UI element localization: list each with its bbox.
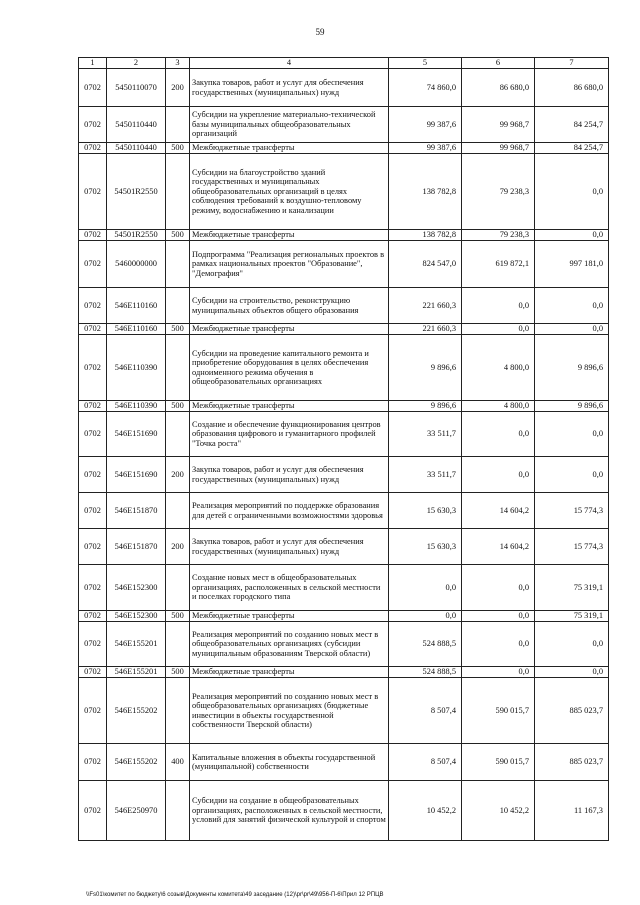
target-code-cell: 546E151870	[107, 529, 166, 565]
amount-year3-cell: 0,0	[535, 154, 609, 230]
amount-year2-cell: 619 872,1	[462, 241, 535, 288]
expense-type-cell	[166, 154, 190, 230]
section-cell: 0702	[79, 611, 107, 622]
col-header: 4	[190, 58, 389, 69]
expense-type-cell: 500	[166, 401, 190, 412]
table-row	[79, 143, 609, 154]
section-cell: 0702	[79, 288, 107, 324]
amount-year2-cell: 0,0	[462, 622, 535, 667]
amount-year1-cell: 824 547,0	[389, 241, 462, 288]
expense-type-cell	[166, 288, 190, 324]
amount-year3-cell: 11 167,3	[535, 781, 609, 841]
section-cell: 0702	[79, 457, 107, 493]
target-code-cell: 546E151870	[107, 493, 166, 529]
table-row	[79, 154, 609, 230]
section-cell: 0702	[79, 241, 107, 288]
amount-year1-cell: 8 507,4	[389, 744, 462, 781]
amount-year1-cell: 99 387,6	[389, 143, 462, 154]
amount-year1-cell: 99 387,6	[389, 107, 462, 143]
expense-type-cell: 500	[166, 143, 190, 154]
expense-type-cell: 200	[166, 69, 190, 107]
expense-type-cell	[166, 107, 190, 143]
expense-type-cell	[166, 678, 190, 744]
amount-year2-cell: 0,0	[462, 288, 535, 324]
table-row	[79, 781, 609, 841]
section-cell: 0702	[79, 107, 107, 143]
amount-year2-cell: 79 238,3	[462, 154, 535, 230]
description-cell: Субсидии на строительство, реконструкцию муниципальных объектов общего образования	[190, 288, 389, 324]
expense-type-cell: 500	[166, 230, 190, 241]
col-header: 3	[166, 58, 190, 69]
description-cell: Закупка товаров, работ и услуг для обеспечения государственных (муниципальных) нужд	[190, 69, 389, 107]
col-header: 7	[535, 58, 609, 69]
description-cell: Подпрограмма "Реализация региональных проектов в рамках национальных проектов "Образование", "Демография"	[190, 241, 389, 288]
amount-year3-cell: 84 254,7	[535, 143, 609, 154]
table-row	[79, 529, 609, 565]
description-cell: Межбюджетные трансферты	[190, 143, 389, 154]
amount-year3-cell: 15 774,3	[535, 529, 609, 565]
amount-year2-cell: 0,0	[462, 457, 535, 493]
amount-year3-cell: 75 319,1	[535, 611, 609, 622]
amount-year2-cell: 14 604,2	[462, 493, 535, 529]
expense-type-cell	[166, 493, 190, 529]
description-cell: Реализация мероприятий по созданию новых мест в общеобразовательных организациях (субсидии муниципальным образованиям Тверской области)	[190, 622, 389, 667]
description-cell: Реализация мероприятий по поддержке образования для детей с ограниченными возможностями здоровья	[190, 493, 389, 529]
table-row	[79, 457, 609, 493]
target-code-cell: 546E250970	[107, 781, 166, 841]
target-code-cell: 546E155201	[107, 622, 166, 667]
budget-table	[78, 57, 609, 841]
expense-type-cell	[166, 622, 190, 667]
amount-year2-cell: 590 015,7	[462, 678, 535, 744]
description-cell: Создание и обеспечение функционирования центров образования цифрового и гуманитарного профилей "Точка роста"	[190, 412, 389, 457]
amount-year3-cell: 997 181,0	[535, 241, 609, 288]
target-code-cell: 546E152300	[107, 565, 166, 611]
table-row	[79, 667, 609, 678]
amount-year3-cell: 84 254,7	[535, 107, 609, 143]
table-row	[79, 241, 609, 288]
section-cell: 0702	[79, 781, 107, 841]
section-cell: 0702	[79, 678, 107, 744]
table-row	[79, 678, 609, 744]
target-code-cell: 546E110160	[107, 324, 166, 335]
target-code-cell: 5460000000	[107, 241, 166, 288]
expense-type-cell	[166, 335, 190, 401]
description-cell: Капитальные вложения в объекты государственной (муниципальной) собственности	[190, 744, 389, 781]
section-cell: 0702	[79, 493, 107, 529]
table-row	[79, 69, 609, 107]
target-code-cell: 546E155202	[107, 678, 166, 744]
target-code-cell: 546E110390	[107, 335, 166, 401]
description-cell: Межбюджетные трансферты	[190, 401, 389, 412]
section-cell: 0702	[79, 667, 107, 678]
col-header: 6	[462, 58, 535, 69]
table-row	[79, 324, 609, 335]
description-cell: Субсидии на проведение капитального ремонта и приобретение оборудования в целях обеспечения одноименного режима обучения в общеобразовательных организациях	[190, 335, 389, 401]
table-row	[79, 401, 609, 412]
section-cell: 0702	[79, 412, 107, 457]
description-cell: Межбюджетные трансферты	[190, 667, 389, 678]
expense-type-cell	[166, 781, 190, 841]
section-cell: 0702	[79, 324, 107, 335]
amount-year1-cell: 74 860,0	[389, 69, 462, 107]
amount-year3-cell: 0,0	[535, 457, 609, 493]
table-row	[79, 611, 609, 622]
amount-year1-cell: 9 896,6	[389, 401, 462, 412]
amount-year2-cell: 4 800,0	[462, 401, 535, 412]
target-code-cell: 546E152300	[107, 611, 166, 622]
description-cell: Закупка товаров, работ и услуг для обеспечения государственных (муниципальных) нужд	[190, 457, 389, 493]
section-cell: 0702	[79, 622, 107, 667]
amount-year3-cell: 0,0	[535, 667, 609, 678]
amount-year1-cell: 8 507,4	[389, 678, 462, 744]
amount-year1-cell: 524 888,5	[389, 667, 462, 678]
page-number: 59	[315, 27, 325, 37]
section-cell: 0702	[79, 565, 107, 611]
amount-year3-cell: 15 774,3	[535, 493, 609, 529]
description-cell: Субсидии на создание в общеобразовательных организациях, расположенных в сельской местности, условий для занятий физической культурой и спортом	[190, 781, 389, 841]
amount-year1-cell: 15 630,3	[389, 529, 462, 565]
expense-type-cell	[166, 565, 190, 611]
target-code-cell: 54501R2550	[107, 230, 166, 241]
amount-year2-cell: 0,0	[462, 412, 535, 457]
amount-year2-cell: 0,0	[462, 324, 535, 335]
amount-year3-cell: 0,0	[535, 230, 609, 241]
table-row	[79, 230, 609, 241]
amount-year1-cell: 138 782,8	[389, 154, 462, 230]
amount-year1-cell: 0,0	[389, 611, 462, 622]
expense-type-cell: 400	[166, 744, 190, 781]
amount-year2-cell: 0,0	[462, 611, 535, 622]
expense-type-cell: 200	[166, 529, 190, 565]
amount-year3-cell: 9 896,6	[535, 335, 609, 401]
section-cell: 0702	[79, 143, 107, 154]
amount-year2-cell: 4 800,0	[462, 335, 535, 401]
file-path-footer: \\Fs01\комитет по бюджету\6 созыв\Документы комитета\49 заседание (12)\pr\pr\49\956-П-6\Прил 12 РПЦВ	[86, 892, 384, 898]
col-header: 5	[389, 58, 462, 69]
section-cell: 0702	[79, 529, 107, 565]
expense-type-cell: 500	[166, 324, 190, 335]
expense-type-cell	[166, 412, 190, 457]
amount-year2-cell: 99 968,7	[462, 143, 535, 154]
amount-year1-cell: 10 452,2	[389, 781, 462, 841]
amount-year3-cell: 885 023,7	[535, 744, 609, 781]
target-code-cell: 546E155201	[107, 667, 166, 678]
target-code-cell: 5450110070	[107, 69, 166, 107]
table-row	[79, 744, 609, 781]
description-cell: Межбюджетные трансферты	[190, 611, 389, 622]
amount-year1-cell: 138 782,8	[389, 230, 462, 241]
amount-year3-cell: 86 680,0	[535, 69, 609, 107]
target-code-cell: 54501R2550	[107, 154, 166, 230]
target-code-cell: 5450110440	[107, 143, 166, 154]
target-code-cell: 5450110440	[107, 107, 166, 143]
amount-year1-cell: 33 511,7	[389, 412, 462, 457]
description-cell: Межбюджетные трансферты	[190, 230, 389, 241]
description-cell: Реализация мероприятий по созданию новых мест в общеобразовательных организациях (бюджетные инвестиции в объекты государственной собственности Тверской области)	[190, 678, 389, 744]
amount-year1-cell: 524 888,5	[389, 622, 462, 667]
amount-year2-cell: 10 452,2	[462, 781, 535, 841]
description-cell: Создание новых мест в общеобразовательных организациях, расположенных в сельской местности и поселках городского типа	[190, 565, 389, 611]
amount-year2-cell: 99 968,7	[462, 107, 535, 143]
amount-year3-cell: 0,0	[535, 412, 609, 457]
col-header: 1	[79, 58, 107, 69]
amount-year3-cell: 0,0	[535, 622, 609, 667]
col-header: 2	[107, 58, 166, 69]
description-cell: Субсидии на укрепление материально-технической базы муниципальных общеобразовательных организаций	[190, 107, 389, 143]
amount-year2-cell: 79 238,3	[462, 230, 535, 241]
expense-type-cell: 500	[166, 667, 190, 678]
section-cell: 0702	[79, 154, 107, 230]
amount-year1-cell: 15 630,3	[389, 493, 462, 529]
section-cell: 0702	[79, 401, 107, 412]
target-code-cell: 546E155202	[107, 744, 166, 781]
amount-year2-cell: 14 604,2	[462, 529, 535, 565]
expense-type-cell: 500	[166, 611, 190, 622]
target-code-cell: 546E110160	[107, 288, 166, 324]
description-cell: Субсидии на благоустройство зданий государственных и муниципальных общеобразовательных организаций в целях соблюдения требований к воздушно-тепловому режиму, водоснабжению и канализации	[190, 154, 389, 230]
table-row	[79, 622, 609, 667]
section-cell: 0702	[79, 744, 107, 781]
target-code-cell: 546E151690	[107, 457, 166, 493]
expense-type-cell: 200	[166, 457, 190, 493]
amount-year1-cell: 0,0	[389, 565, 462, 611]
table-row	[79, 288, 609, 324]
header-row	[79, 58, 609, 69]
table-row	[79, 565, 609, 611]
amount-year3-cell: 0,0	[535, 324, 609, 335]
expense-type-cell	[166, 241, 190, 288]
table-row	[79, 493, 609, 529]
table-row	[79, 107, 609, 143]
amount-year2-cell: 590 015,7	[462, 744, 535, 781]
amount-year3-cell: 75 319,1	[535, 565, 609, 611]
amount-year1-cell: 221 660,3	[389, 288, 462, 324]
table-row	[79, 335, 609, 401]
amount-year1-cell: 221 660,3	[389, 324, 462, 335]
amount-year2-cell: 86 680,0	[462, 69, 535, 107]
section-cell: 0702	[79, 69, 107, 107]
amount-year3-cell: 9 896,6	[535, 401, 609, 412]
amount-year1-cell: 33 511,7	[389, 457, 462, 493]
amount-year3-cell: 0,0	[535, 288, 609, 324]
target-code-cell: 546E151690	[107, 412, 166, 457]
amount-year2-cell: 0,0	[462, 667, 535, 678]
target-code-cell: 546E110390	[107, 401, 166, 412]
amount-year1-cell: 9 896,6	[389, 335, 462, 401]
section-cell: 0702	[79, 335, 107, 401]
description-cell: Закупка товаров, работ и услуг для обеспечения государственных (муниципальных) нужд	[190, 529, 389, 565]
description-cell: Межбюджетные трансферты	[190, 324, 389, 335]
section-cell: 0702	[79, 230, 107, 241]
amount-year3-cell: 885 023,7	[535, 678, 609, 744]
table-row	[79, 412, 609, 457]
amount-year2-cell: 0,0	[462, 565, 535, 611]
